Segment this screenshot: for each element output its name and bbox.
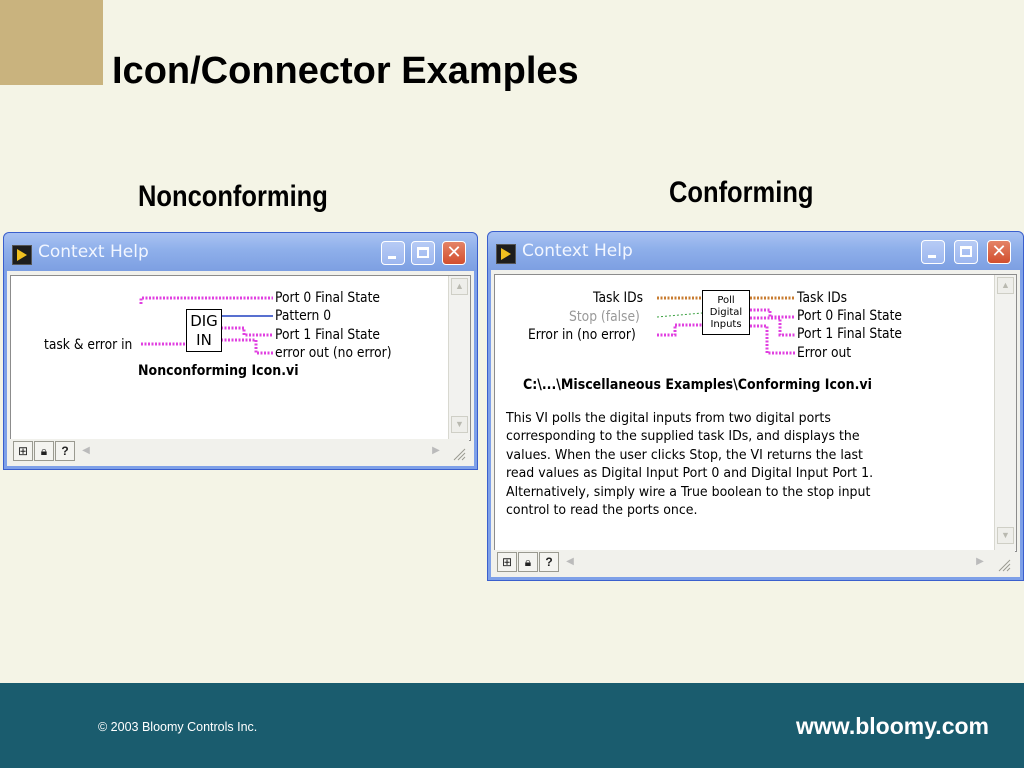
scroll-left-arrow-icon[interactable]: ◀	[566, 556, 574, 567]
corner-accent-square	[0, 0, 103, 85]
vi-icon-text-line1: Poll	[717, 295, 735, 306]
right-bottom-toolbar	[494, 550, 1015, 574]
output-label: Port 1 Final State	[275, 327, 381, 343]
dig-in-vi-icon[interactable]	[186, 309, 222, 352]
right-context-help-window	[487, 231, 1024, 581]
maximize-icon	[960, 246, 972, 257]
input-label: task & error in	[44, 337, 133, 353]
input-label: Task IDs	[593, 290, 644, 306]
scroll-right-arrow-icon[interactable]: ▶	[432, 445, 440, 456]
lock-icon[interactable]: 🔒︎	[518, 552, 538, 572]
help-icon[interactable]: ?	[55, 441, 75, 461]
wire-error-in	[657, 325, 702, 335]
wire-error-out	[750, 326, 795, 353]
scroll-left-arrow-icon[interactable]: ◀	[82, 445, 90, 456]
wire-port0-final-state	[750, 310, 795, 317]
graph-icon[interactable]: ⊞	[497, 552, 517, 572]
wire-port1-final-state	[221, 328, 273, 335]
input-label: Error in (no error)	[528, 327, 636, 343]
vi-name: Nonconforming Icon.vi	[138, 363, 299, 379]
close-icon: ✕	[446, 242, 462, 263]
output-label: Task IDs	[797, 290, 848, 306]
help-icon[interactable]: ?	[539, 552, 559, 572]
description-line: read values as Digital Input Port 0 and Digital Input Port 1.	[506, 465, 874, 482]
output-label: Port 0 Final State	[797, 308, 903, 324]
close-icon: ✕	[991, 241, 1007, 262]
vi-icon-text-line2: IN	[196, 331, 212, 349]
description-line: This VI polls the digital inputs from two digital ports	[506, 410, 831, 426]
vi-icon-text-line2: Digital	[709, 307, 743, 318]
right-window-title: Context Help	[522, 241, 633, 261]
scroll-up-arrow-icon[interactable]: ▲	[451, 278, 468, 295]
description-line: values. When the user clicks Stop, the VI returns the last	[506, 446, 863, 463]
left-maximize-button[interactable]	[411, 241, 435, 265]
scroll-down-arrow-icon[interactable]: ▼	[451, 416, 468, 433]
description-line: Alternatively, simply wire a True boolean to the stop input	[506, 483, 871, 500]
right-help-content	[494, 274, 1017, 552]
right-maximize-button[interactable]	[954, 240, 978, 264]
scroll-up-arrow-icon[interactable]: ▲	[997, 277, 1014, 294]
resize-grip-icon[interactable]	[452, 447, 466, 461]
maximize-icon	[417, 247, 429, 258]
conforming-heading: Conforming	[669, 176, 814, 209]
lock-icon[interactable]: 🔒︎	[34, 441, 54, 461]
vi-description	[506, 409, 901, 519]
left-minimize-button[interactable]	[381, 241, 405, 265]
output-label: error out (no error)	[275, 345, 392, 361]
description-line: corresponding to the supplied task IDs, and displays the	[506, 428, 860, 445]
left-titlebar[interactable]	[4, 233, 477, 271]
labview-app-icon	[496, 244, 516, 264]
labview-app-icon	[12, 245, 32, 265]
graph-icon[interactable]: ⊞	[13, 441, 33, 461]
left-close-button[interactable]	[442, 241, 466, 265]
nonconforming-heading: Nonconforming	[138, 180, 328, 213]
poll-digital-inputs-vi-icon[interactable]	[702, 290, 750, 335]
left-window-title: Context Help	[38, 242, 149, 262]
website-link[interactable]: www.bloomy.com	[796, 713, 989, 739]
left-bottom-toolbar	[10, 439, 469, 463]
slide-title: Icon/Connector Examples	[112, 50, 579, 92]
vi-path: C:\...\Miscellaneous Examples\Conforming Icon.vi	[523, 377, 872, 393]
minimize-icon	[388, 256, 396, 259]
footer-band	[0, 683, 1024, 768]
input-label: Stop (false)	[569, 309, 640, 325]
left-vertical-scrollbar[interactable]	[448, 276, 470, 439]
wire-error-out	[221, 340, 273, 353]
vi-icon-text-line1: DIG	[190, 312, 218, 330]
resize-grip-icon[interactable]	[997, 558, 1011, 572]
wire-stop	[657, 313, 702, 317]
scroll-down-arrow-icon[interactable]: ▼	[997, 527, 1014, 544]
scroll-right-arrow-icon[interactable]: ▶	[976, 556, 984, 567]
output-label: Port 0 Final State	[275, 290, 381, 306]
output-label: Error out	[797, 345, 852, 361]
right-minimize-button[interactable]	[921, 240, 945, 264]
left-help-content	[10, 275, 471, 441]
minimize-icon	[928, 255, 936, 258]
right-close-button[interactable]	[987, 240, 1011, 264]
right-titlebar[interactable]	[488, 232, 1023, 270]
wire-port1-final-state	[750, 318, 795, 335]
right-vertical-scrollbar[interactable]	[994, 275, 1016, 550]
vi-icon-text-line3: Inputs	[710, 319, 742, 330]
output-label: Port 1 Final State	[797, 326, 903, 342]
description-line: control to read the ports once.	[506, 502, 698, 519]
output-label: Pattern 0	[275, 308, 332, 324]
wire-port0-final-state	[141, 298, 273, 304]
left-context-help-window	[3, 232, 478, 470]
copyright-text: © 2003 Bloomy Controls Inc.	[98, 720, 258, 734]
